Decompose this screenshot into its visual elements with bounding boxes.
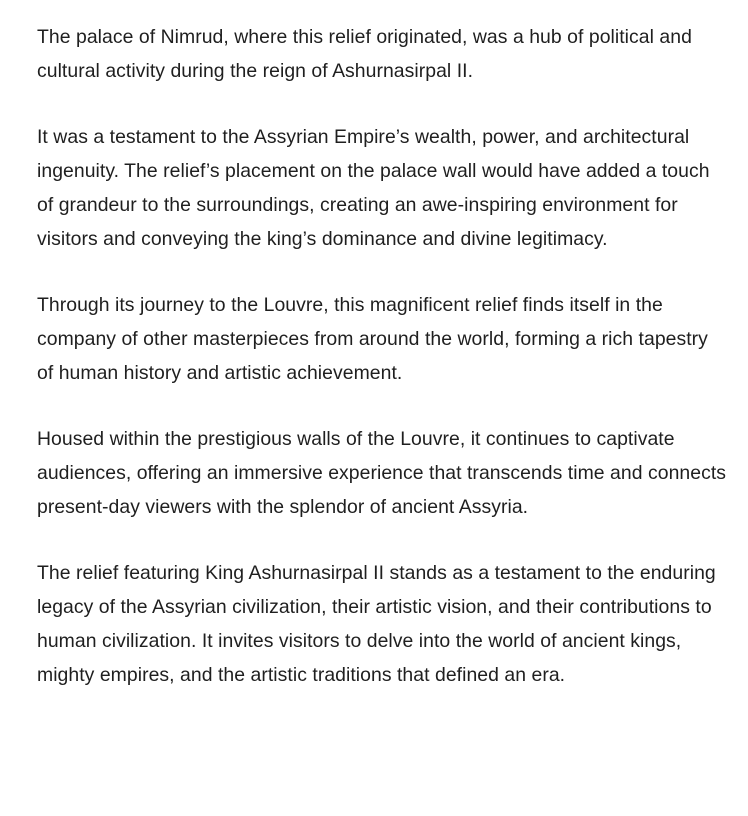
paragraph-legacy: The relief featuring King Ashurnasirpal II stands as a testament to the enduring legacy of the Assyrian civilization, their artistic vision, and their contributions to human civilization. It invites visitors to delve into the world of ancient kings, mighty empires, and the artistic traditions that defined an era.	[37, 562, 716, 686]
paragraph-louvre-journey: Through its journey to the Louvre, this magnificent relief finds itself in the company of other masterpieces from around the world, forming a rich tapestry of human history and artistic achievement.	[37, 294, 708, 384]
paragraph-assyrian-empire: It was a testament to the Assyrian Empire’s wealth, power, and architectural ingenuity. The relief’s placement on the palace wall would have added a touch of grandeur to the surroundings, creating an awe-inspiring environment for visitors and conveying the king’s dominance and divine legitimacy.	[37, 126, 710, 250]
paragraph-nimrud-palace: The palace of Nimrud, where this relief originated, was a hub of political and cultural activity during the reign of Ashurnasirpal II.	[37, 26, 692, 82]
paragraph-louvre-audiences: Housed within the prestigious walls of the Louvre, it continues to captivate audiences, offering an immersive experience that transcends time and connects present-day viewers with the splendor of ancient Assyria.	[37, 428, 727, 518]
article-body	[37, 20, 727, 692]
